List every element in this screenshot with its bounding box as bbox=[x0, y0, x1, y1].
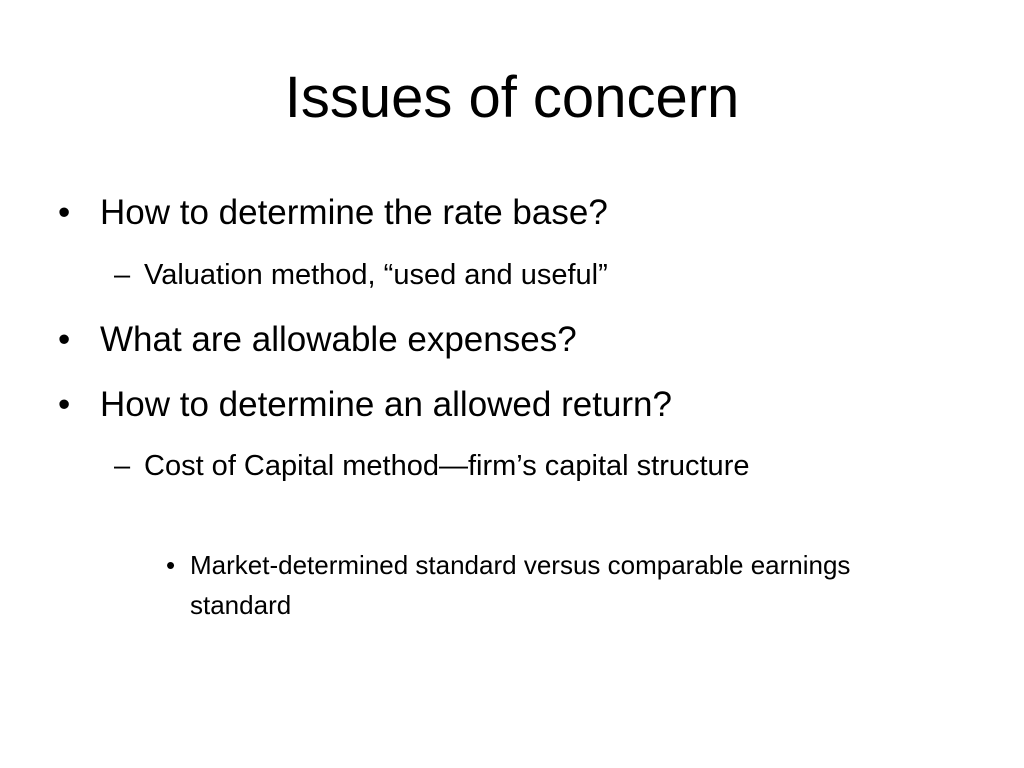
bullet-text: What are allowable expenses? bbox=[100, 320, 577, 359]
dash-marker: – bbox=[114, 259, 131, 291]
sub-sub-bullet-text: Market-determined standard versus comparable earnings standard bbox=[190, 550, 851, 620]
bullet-marker: • bbox=[58, 320, 71, 359]
bullet-marker: • bbox=[58, 193, 71, 232]
small-bullet-marker: • bbox=[166, 550, 176, 580]
sub-bullet-text: Valuation method, “used and useful” bbox=[144, 259, 608, 291]
sub-bullet-text: Cost of Capital method—firm’s capital structure bbox=[144, 450, 750, 482]
bullet-item bbox=[58, 191, 980, 235]
sub-bullet-item bbox=[114, 254, 964, 296]
bullet-marker: • bbox=[58, 385, 71, 424]
bullet-item bbox=[58, 383, 980, 427]
bullet-text: How to determine an allowed return? bbox=[100, 385, 672, 424]
sub-bullet-item bbox=[114, 445, 834, 487]
slide-title: Issues of concern bbox=[284, 65, 740, 130]
bullet-text: How to determine the rate base? bbox=[100, 193, 608, 232]
bullet-item bbox=[58, 318, 980, 362]
dash-marker: – bbox=[114, 450, 131, 482]
sub-sub-bullet-item bbox=[166, 545, 930, 625]
